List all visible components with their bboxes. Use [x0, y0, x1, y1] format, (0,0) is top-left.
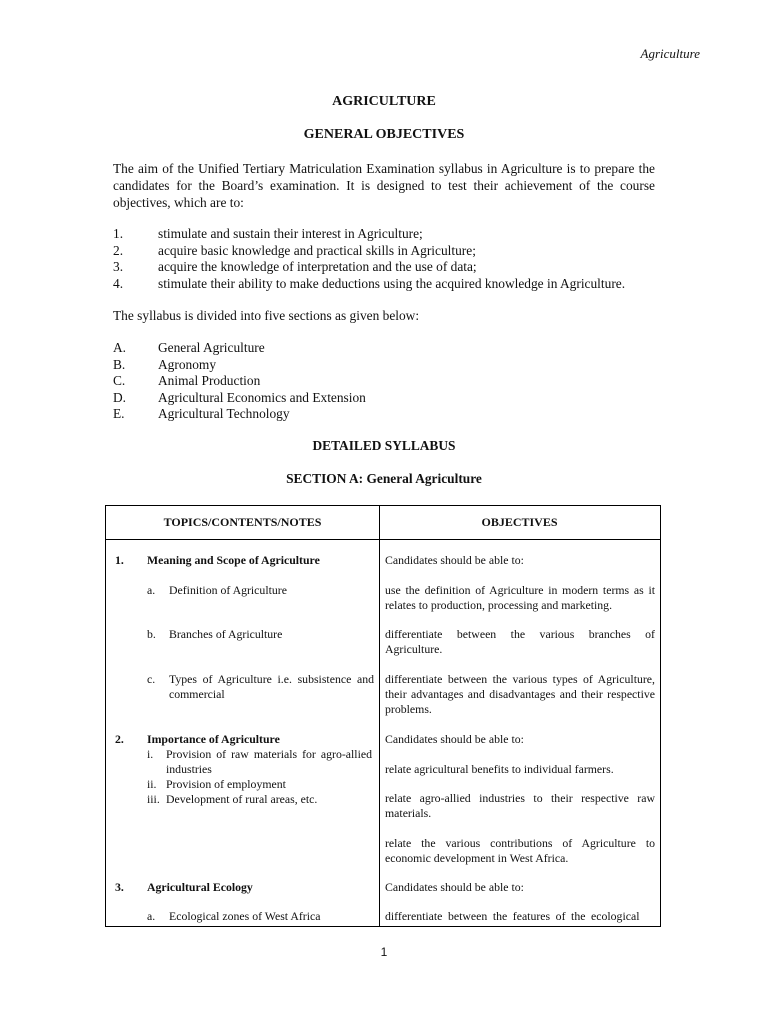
page-number: 1: [380, 945, 388, 959]
subtopic: a. Definition of Agriculture: [147, 583, 287, 597]
column-header-topics: TOPICS/CONTENTS/NOTES: [163, 515, 322, 529]
sections-list: [113, 340, 366, 423]
list-item: 4. stimulate their ability to make deductions using the acquired knowledge in Agriculture.: [113, 275, 626, 291]
objective-text: relate agricultural benefits to individual farmers.: [385, 762, 614, 776]
objective-intro: Candidates should be able to:: [385, 880, 524, 894]
list-item: i. Provision of raw materials for agro-allied industries: [147, 747, 372, 776]
list-item: A. General Agriculture: [113, 340, 265, 355]
section-subtitle: GENERAL OBJECTIVES: [303, 127, 465, 142]
objectives-list: [113, 226, 625, 292]
topic-row: 3. Agricultural Ecology: [115, 880, 253, 894]
objective-text: differentiate between the various branches of Agriculture.: [385, 627, 655, 656]
objective-text: use the definition of Agriculture in modern terms as it relates to production, processing and marketing.: [385, 583, 655, 612]
list-item: 1. stimulate and sustain their interest in Agriculture;: [113, 226, 423, 241]
list-item: 2. acquire basic knowledge and practical skills in Agriculture;: [113, 242, 476, 258]
objective-text: differentiate between the various types of Agriculture, their advantages and disadvantages and their respective problems.: [385, 672, 655, 716]
list-item: iii. Development of rural areas, etc.: [147, 792, 318, 806]
intro-paragraph: The aim of the Unified Tertiary Matriculation Examination syllabus in Agriculture is to prepare the candidates for the Board’s examination. It is designed to test their achievement of the course objectives, which are to:: [113, 161, 655, 210]
running-header: Agriculture: [640, 46, 700, 61]
subtopic: a. Ecological zones of West Africa: [147, 909, 321, 923]
topic-items: [147, 747, 372, 807]
subtopic: c. Types of Agriculture i.e. subsistence and commercial: [147, 672, 374, 701]
objective-intro: Candidates should be able to:: [385, 732, 524, 746]
list-item: B. Agronomy: [113, 356, 217, 372]
list-item: D. Agricultural Economics and Extension: [113, 389, 366, 405]
list-item: C. Animal Production: [113, 373, 261, 388]
list-item: ii. Provision of employment: [147, 777, 286, 791]
sections-intro: The syllabus is divided into five sections as given below:: [113, 308, 420, 323]
syllabus-table: [105, 505, 661, 927]
objective-text: relate agro-allied industries to their respective raw materials.: [385, 791, 655, 820]
detailed-syllabus-heading: DETAILED SYLLABUS: [312, 438, 456, 453]
objective-text: differentiate between the features of the ecological: [385, 909, 640, 923]
topic-row: 2. Importance of Agriculture: [115, 732, 280, 746]
column-header-objectives: OBJECTIVES: [481, 515, 558, 529]
header-divider: [106, 539, 660, 540]
section-a-heading: SECTION A: General Agriculture: [286, 471, 482, 486]
objective-intro: Candidates should be able to:: [385, 553, 524, 567]
column-divider: [379, 506, 380, 926]
objective-text: relate the various contributions of Agriculture to economic development in West Africa.: [385, 836, 655, 865]
page-title: AGRICULTURE: [332, 94, 436, 109]
list-item: E. Agricultural Technology: [113, 406, 290, 421]
list-item: 3. acquire the knowledge of interpretation and the use of data;: [113, 259, 477, 274]
subtopic: b. Branches of Agriculture: [147, 627, 283, 641]
topic-row: 1. Meaning and Scope of Agriculture: [115, 553, 320, 567]
